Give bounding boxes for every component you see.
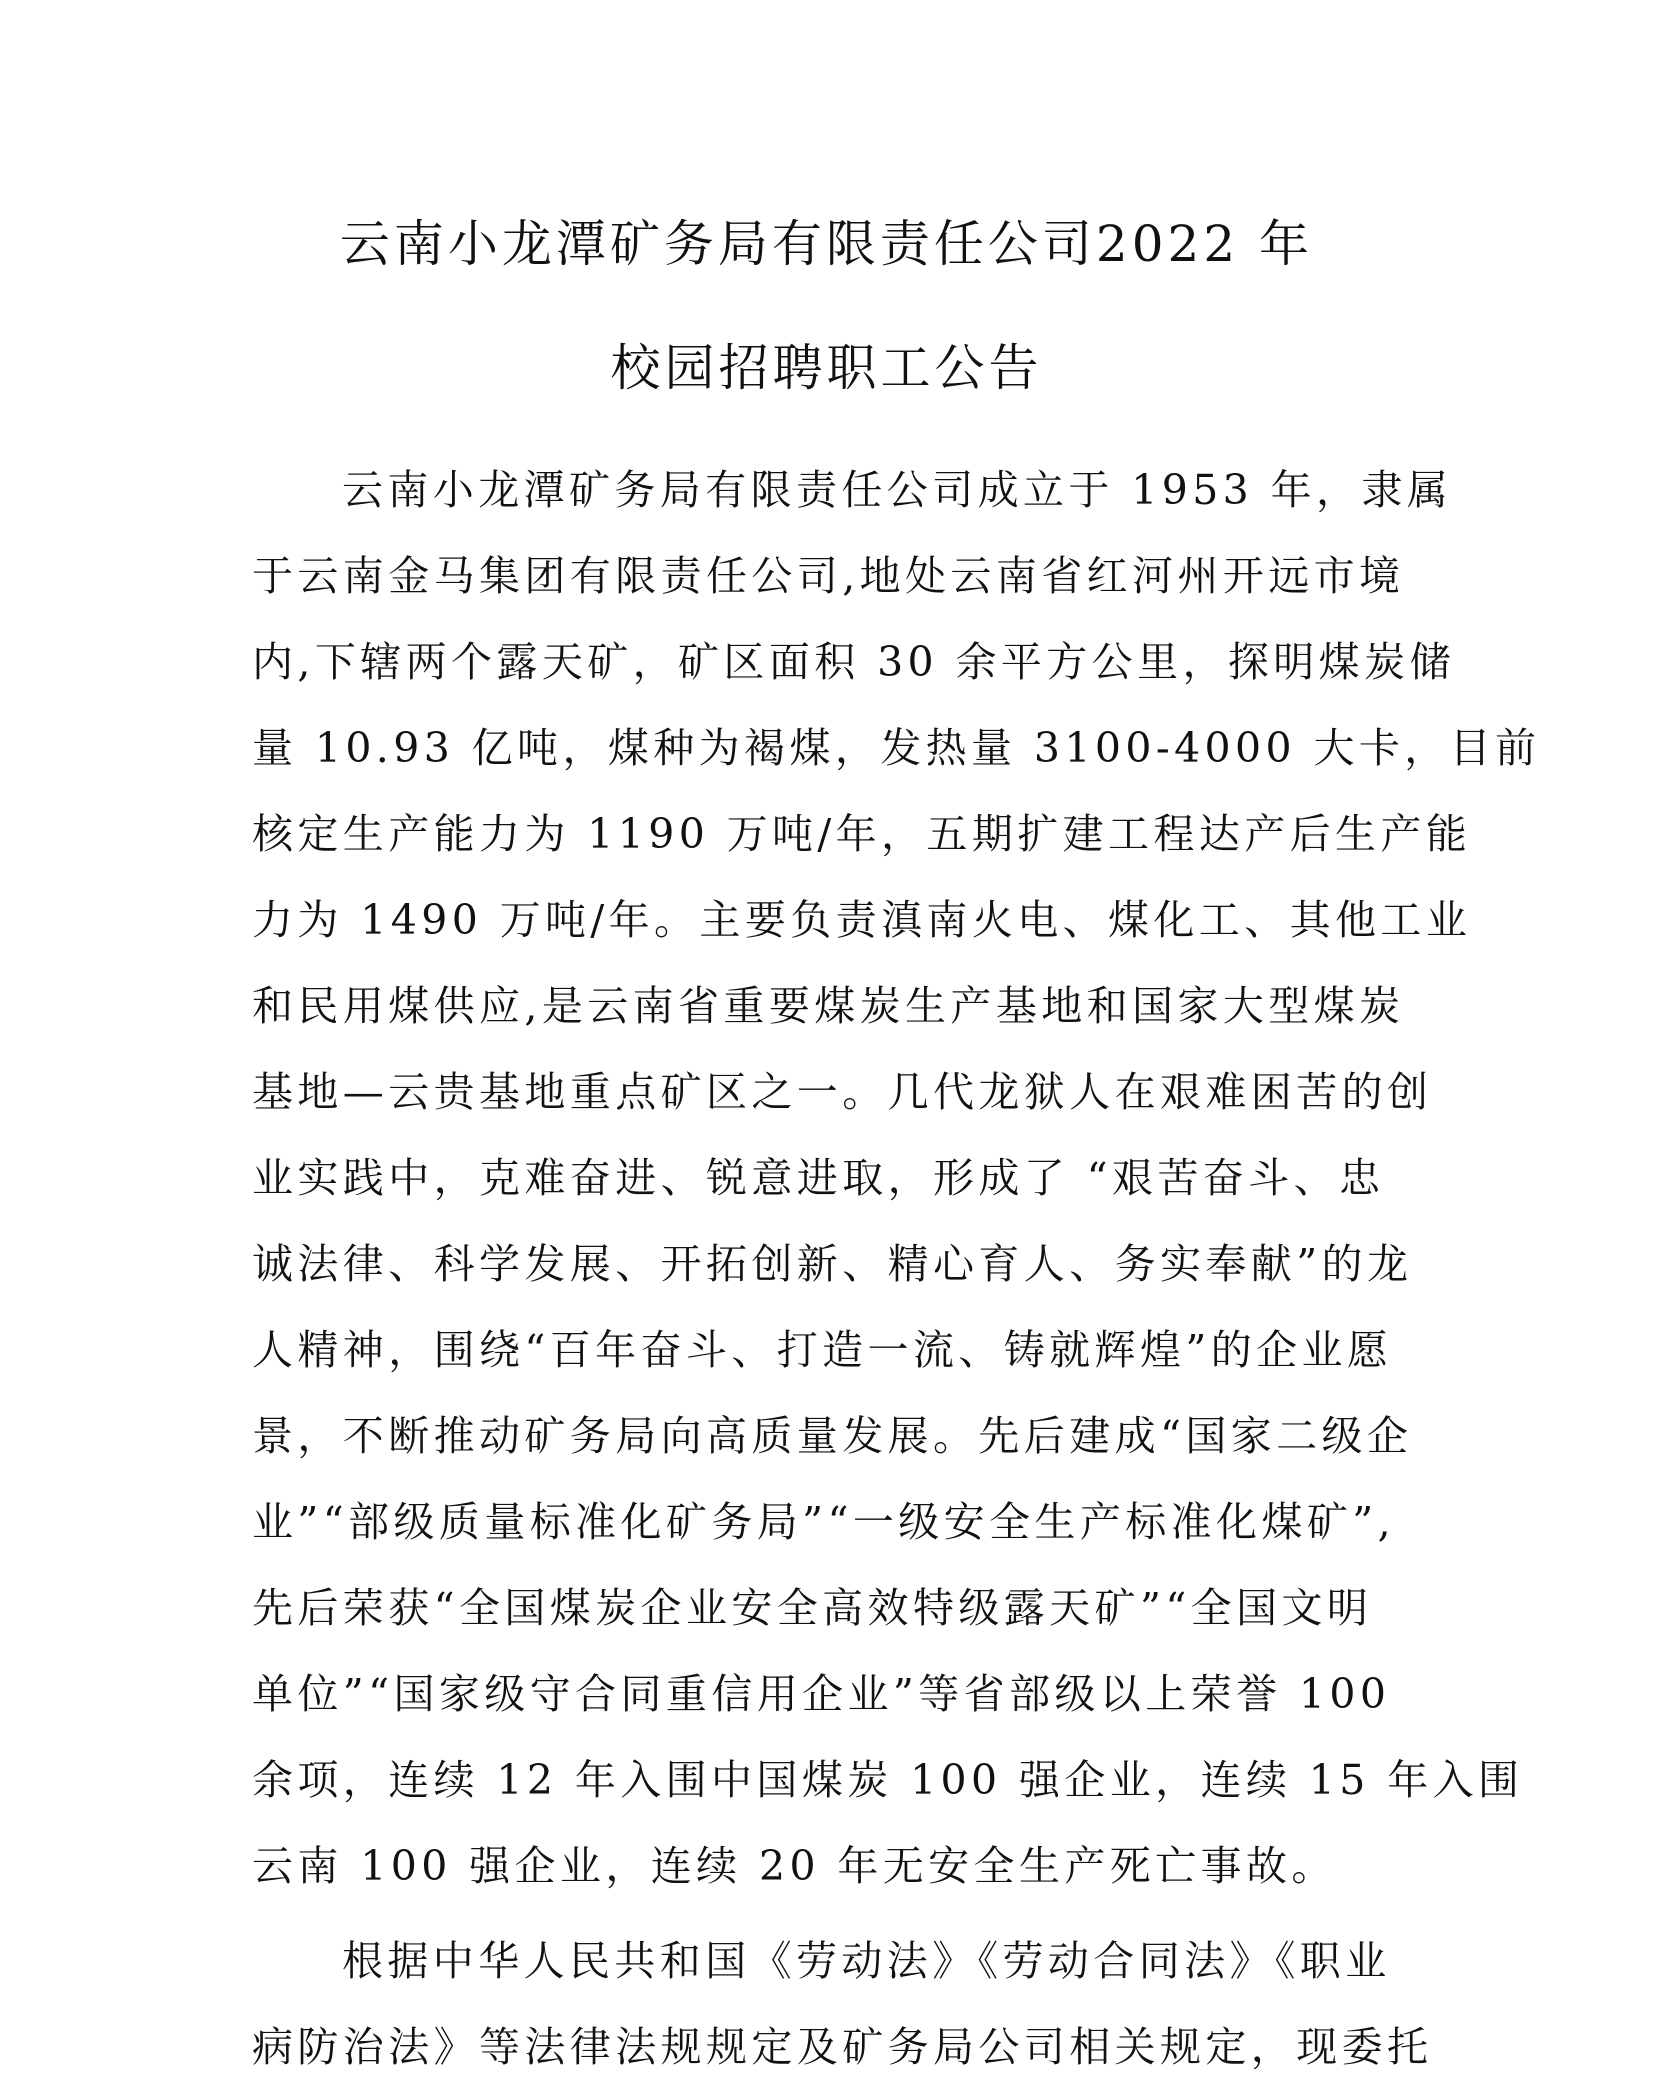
paragraph-1-line: 先后荣获“全国煤炭企业安全高效特级露天矿”“全国文明 xyxy=(252,1584,1373,1632)
paragraph-1-line: 核定生产能力为 1190 万吨/年，五期扩建工程达产后生产能 xyxy=(252,810,1472,858)
paragraph-1-line: 云南 100 强企业，连续 20 年无安全生产死亡事故。 xyxy=(252,1842,1337,1890)
paragraph-1-line: 云南小龙潭矿务局有限责任公司成立于 1953 年，隶属 xyxy=(342,466,1453,514)
paragraph-1-line: 于云南金马集团有限责任公司,地处云南省红河州开远市境 xyxy=(252,552,1405,600)
paragraph-1-line: 诚法律、科学发展、开拓创新、精心育人、务实奉献”的龙 xyxy=(252,1240,1413,1288)
document-title-line-2: 校园招聘职工公告 xyxy=(610,339,1043,397)
paragraph-2-line: 病防治法》等法律法规规定及矿务局公司相关规定，现委托 xyxy=(252,2023,1433,2071)
paragraph-1-line: 业实践中，克难奋进、锐意进取，形成了 “艰苦奋斗、忠 xyxy=(252,1154,1385,1202)
paragraph-1-line: 人精神，围绕“百年奋斗、打造一流、铸就辉煌”的企业愿 xyxy=(252,1326,1393,1374)
paragraph-1-line: 景，不断推动矿务局向高质量发展。先后建成“国家二级企 xyxy=(252,1412,1413,1460)
paragraph-1-line: 基地—云贵基地重点矿区之一。几代龙狱人在艰难困苦的创 xyxy=(252,1068,1433,1116)
paragraph-1-line: 和民用煤供应,是云南省重要煤炭生产基地和国家大型煤炭 xyxy=(252,982,1405,1030)
paragraph-2-line: 根据中华人民共和国《劳动法》《劳动合同法》《职业 xyxy=(342,1937,1391,1985)
paragraph-1-line: 力为 1490 万吨/年。主要负责滇南火电、煤化工、其他工业 xyxy=(252,896,1472,944)
paragraph-1-line: 单位”“国家级守合同重信用企业”等省部级以上荣誉 100 xyxy=(252,1670,1391,1718)
document-title-line-1: 云南小龙潭矿务局有限责任公司2022 年 xyxy=(339,215,1314,273)
paragraph-1-line: 业”“部级质量标准化矿务局”“一级安全生产标准化煤矿”, xyxy=(252,1498,1396,1546)
paragraph-1-line: 内,下辖两个露天矿，矿区面积 30 余平方公里，探明煤炭储 xyxy=(252,638,1455,686)
paragraph-1-line: 量 10.93 亿吨，煤种为褐煤，发热量 3100-4000 大卡，目前 xyxy=(252,724,1541,772)
paragraph-1-line: 余项，连续 12 年入围中国煤炭 100 强企业，连续 15 年入围 xyxy=(252,1756,1524,1804)
